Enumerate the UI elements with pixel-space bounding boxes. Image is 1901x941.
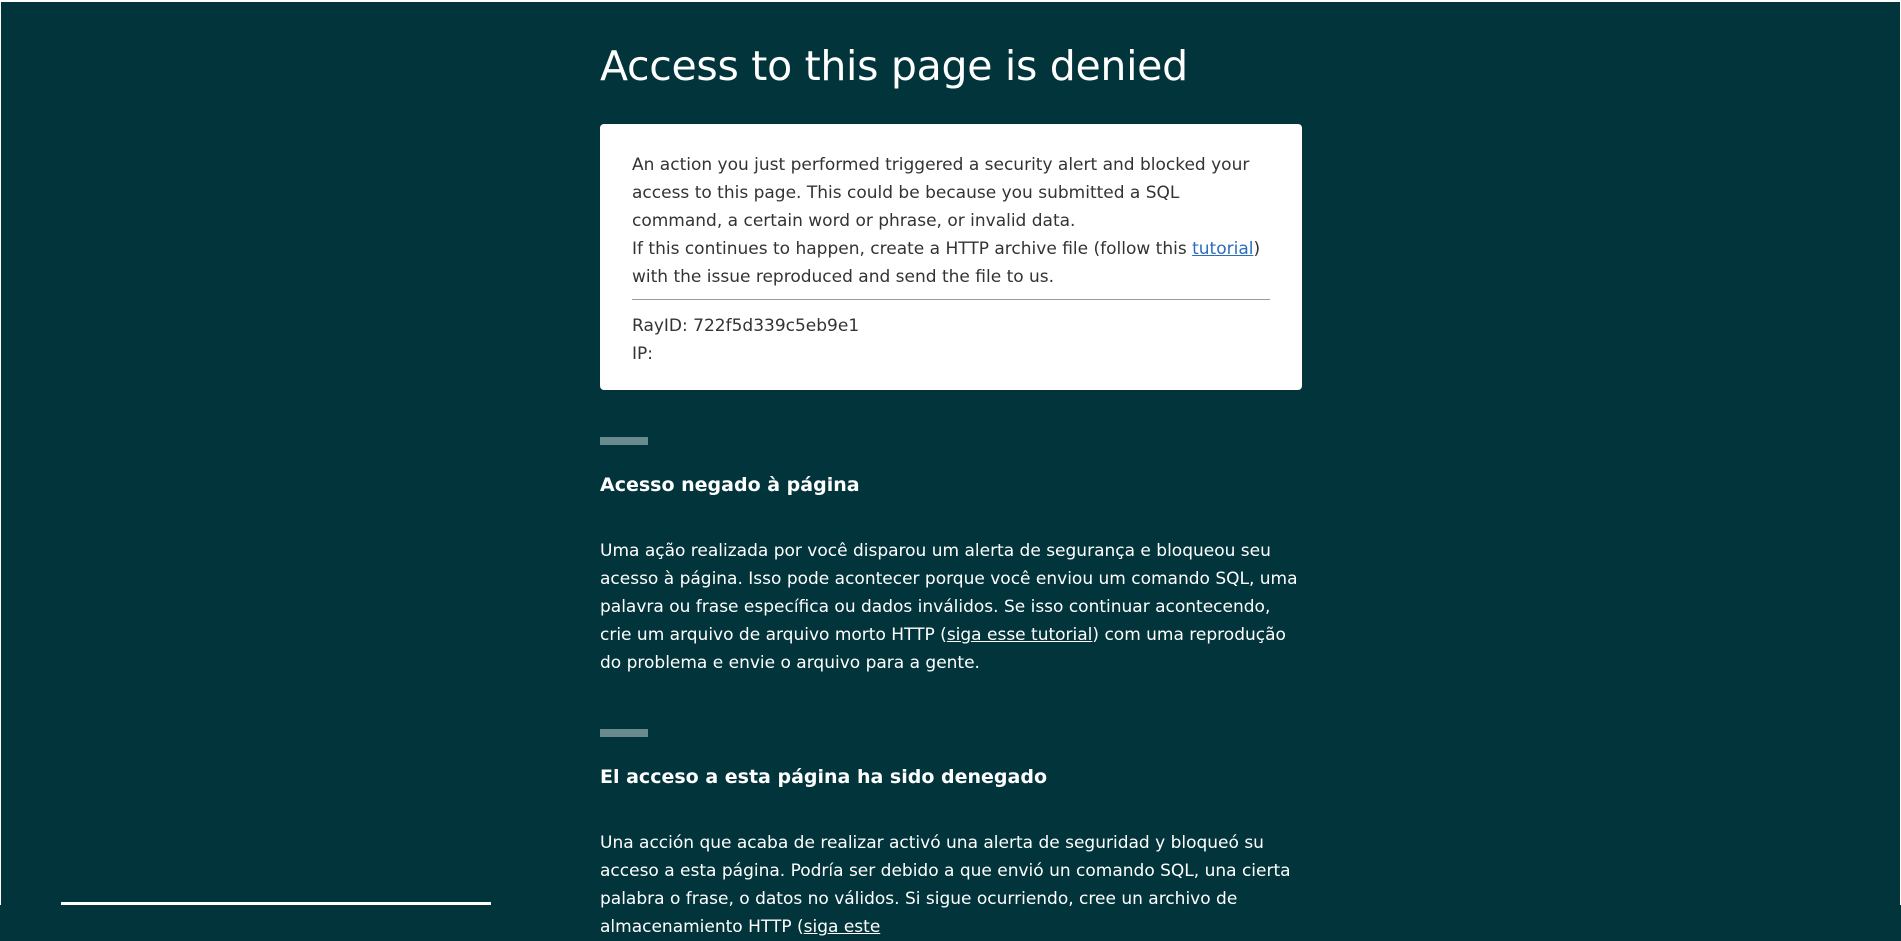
ip-label: IP: — [632, 344, 653, 364]
ray-id-row — [632, 312, 1270, 340]
page-title: Access to this page is denied — [600, 42, 1188, 90]
alert-card — [600, 124, 1302, 390]
es-text — [600, 829, 1302, 941]
es-heading: El acceso a esta página ha sido denegado — [600, 766, 1047, 788]
pt-text-end: ) com uma reprodução do problema e envie o arquivo para a gente. — [600, 625, 1286, 673]
horizontal-scrollbar[interactable] — [61, 902, 491, 905]
tutorial-link[interactable]: tutorial — [1192, 239, 1254, 259]
es-tutorial-link[interactable]: siga este — [803, 917, 881, 937]
alert-instructions — [632, 235, 1270, 291]
ray-id-value: 722f5d339c5eb9e1 — [693, 316, 860, 336]
pt-text — [600, 537, 1302, 677]
es-text-start: Una acción que acaba de realizar activó una alerta de seguridad y bloqueó su acceso a esta página. Podría ser debido a que envió un comando SQL, una cierta palabra o frase, o datos no válidos. Si sigue ocurriendo, cree un archivo de almacenamiento HTTP ( — [600, 833, 1291, 937]
card-divider — [632, 299, 1270, 300]
content-column — [600, 2, 1302, 941]
pt-text-start: Uma ação realizada por você disparou um alerta de segurança e bloqueou seu acesso à página. Isso pode acontecer porque você enviou um comando SQL, uma palavra ou frase específica ou dados inválidos. Se isso continuar acontecendo, crie um arquivo de arquivo morto HTTP ( — [600, 541, 1298, 645]
alert-instructions-start: If this continues to happen, create a HTTP archive file (follow this — [632, 239, 1193, 259]
alert-instructions-end: ) with the issue reproduced and send the file to us. — [632, 239, 1261, 287]
pt-tutorial-link[interactable]: siga esse tutorial — [946, 625, 1093, 645]
section-divider-es — [600, 729, 648, 737]
section-divider-pt — [600, 437, 648, 445]
ip-row — [632, 340, 1270, 368]
ray-id-label: RayID: — [632, 316, 688, 336]
alert-message: An action you just performed triggered a security alert and blocked your access to this page. This could be because you submitted a SQL command, a certain word or phrase, or invalid data. — [632, 155, 1250, 231]
pt-heading: Acesso negado à página — [600, 474, 860, 496]
